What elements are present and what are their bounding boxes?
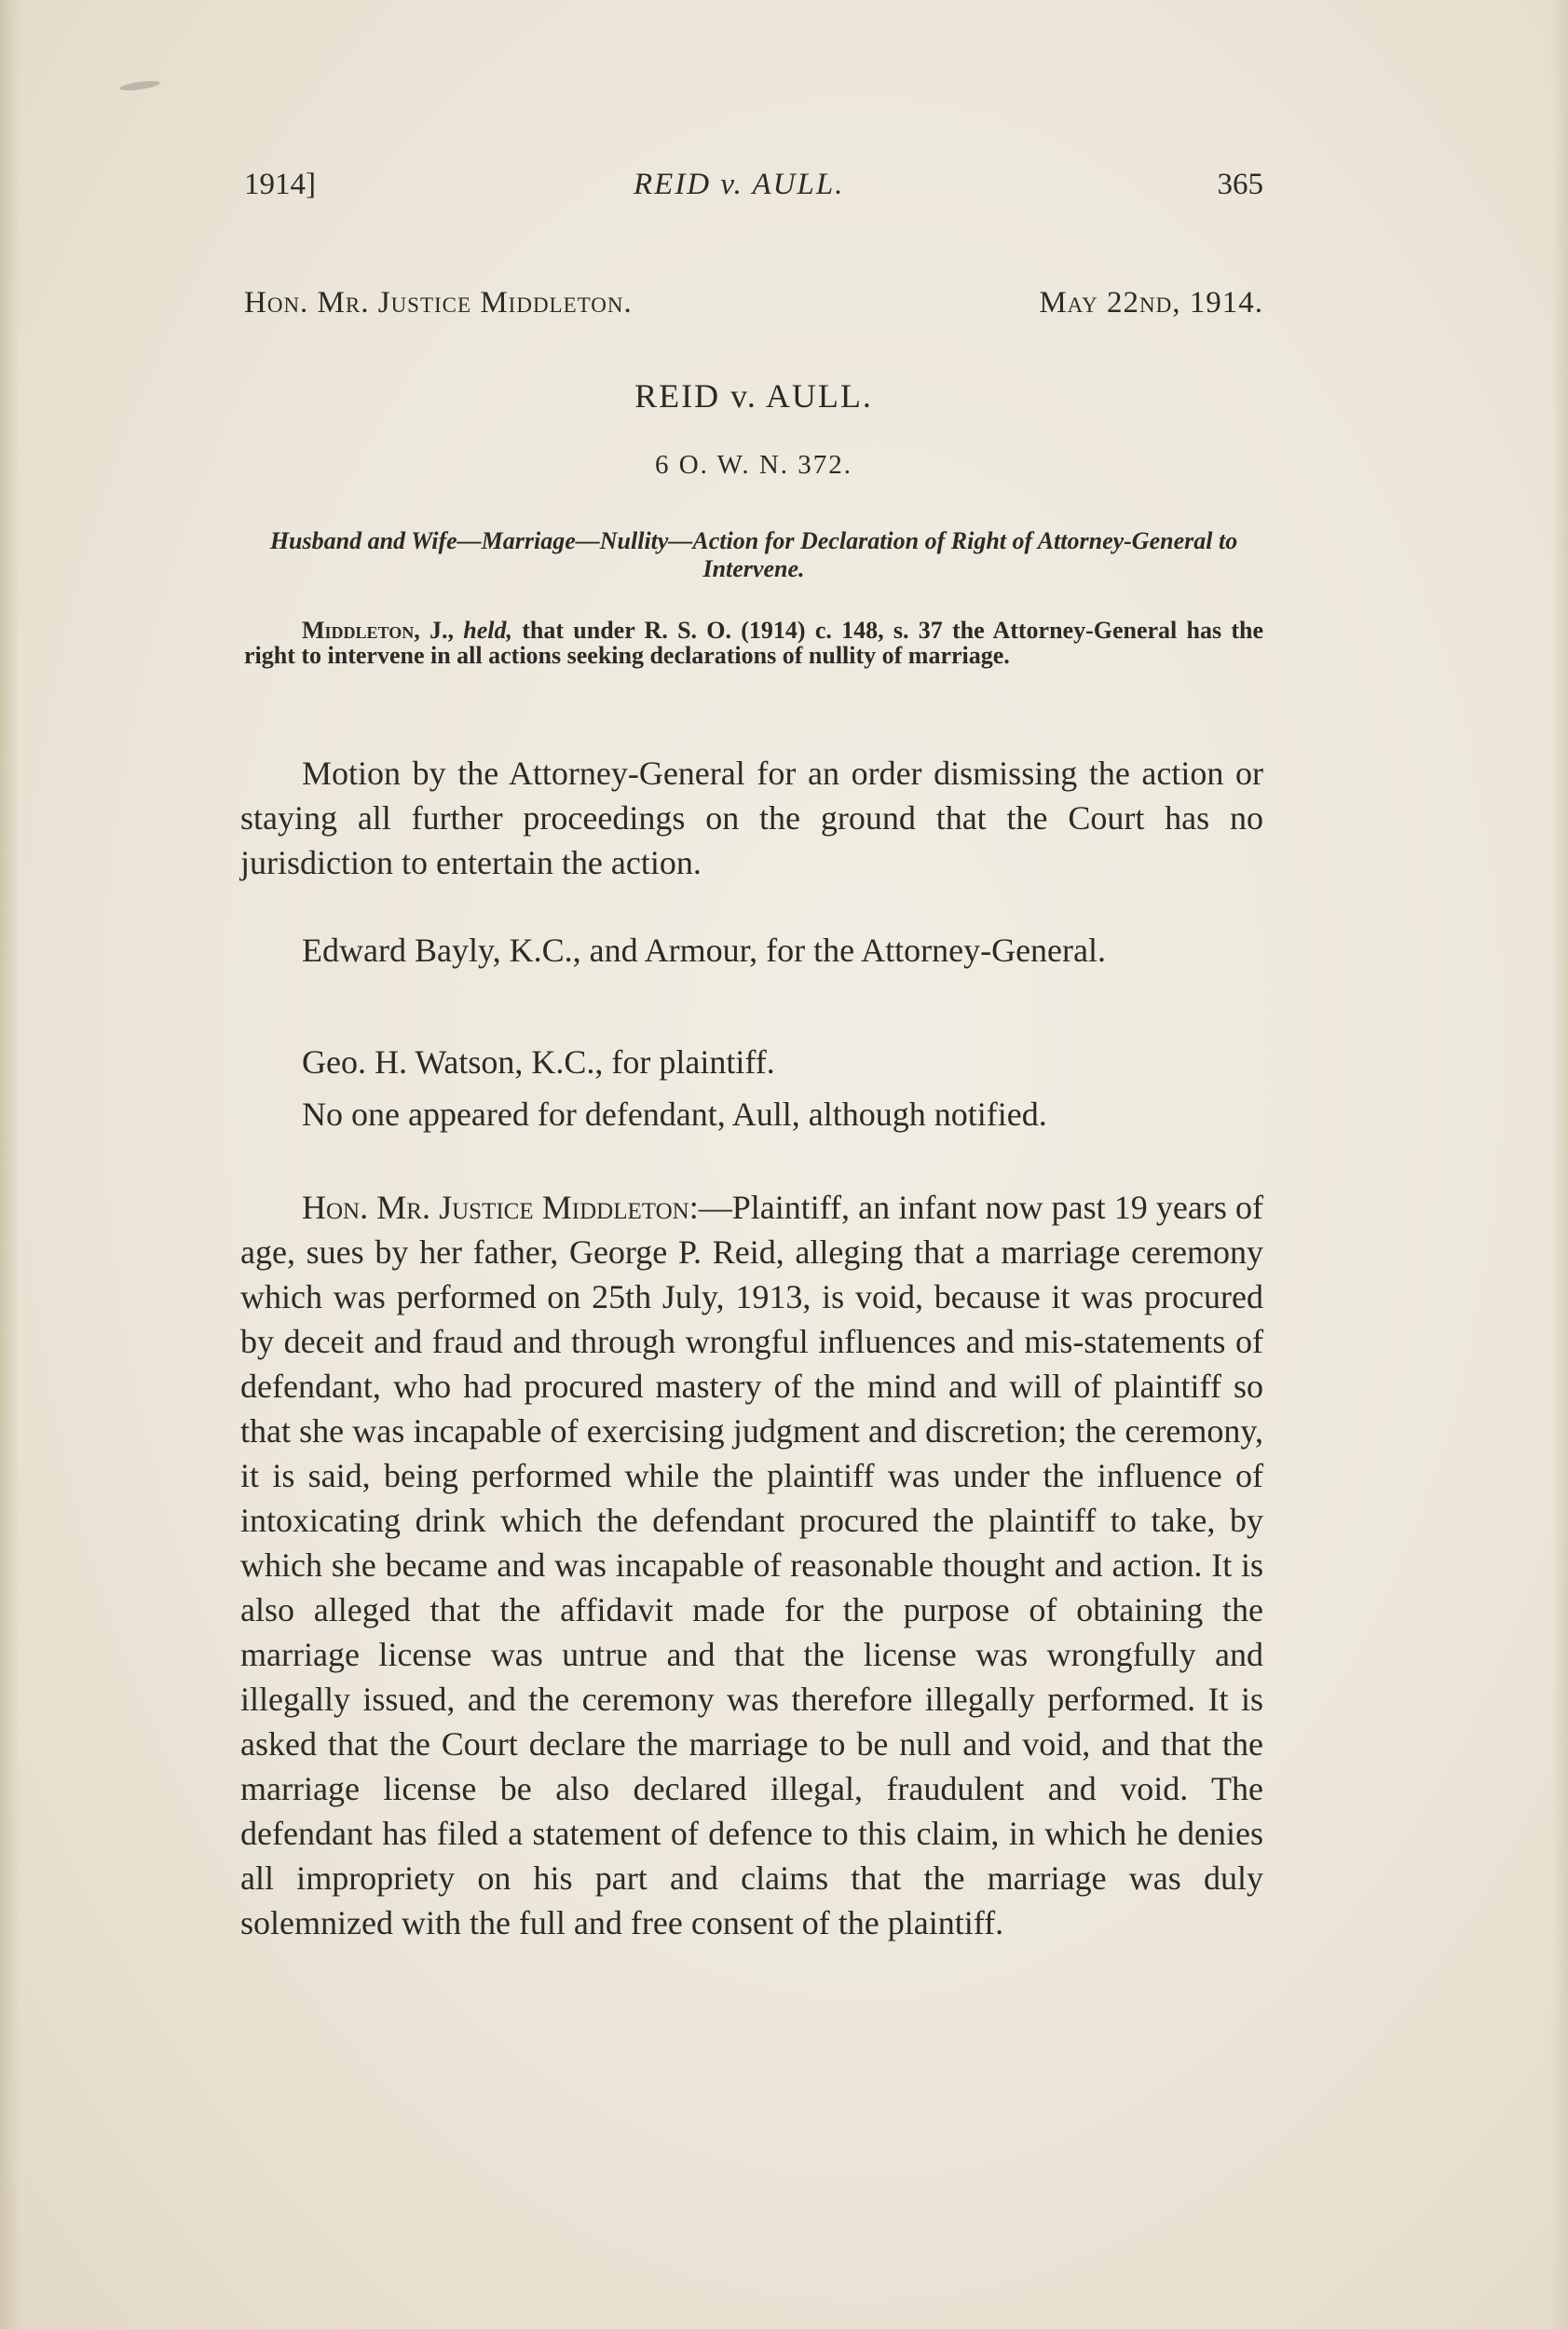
running-header <box>244 168 1263 209</box>
case-title: REID v. AULL. <box>634 377 873 415</box>
headnote-judge: Middleton, J., <box>302 617 454 644</box>
counsel-attorney-general: Edward Bayly, K.C., and Armour, for the Attorney-General. <box>302 932 1106 969</box>
judgment-paragraph <box>240 1185 1263 1945</box>
judgment-speaker: Hon. Mr. Justice Middleton <box>302 1189 689 1226</box>
motion-paragraph: Motion by the Attorney-General for an order dismissing the action or staying all further proceedings on the ground that the Court has no jurisdiction to entertain the action. <box>240 755 1263 881</box>
headnote-held-word: held, <box>463 617 512 644</box>
headnote-held-text: that under R. S. O. (1914) c. 148, s. 37 the Attorney-General has the right to intervene in all actions seeking declarations of nullity of marriage. <box>244 617 1264 669</box>
page-right-edge-shadow <box>1551 0 1568 2329</box>
headnote-held <box>244 618 1263 668</box>
headnote-subject: Husband and Wife—Marriage—Nullity—Action for Declaration of Right of Attorney-General to Intervene. <box>269 527 1238 582</box>
ink-speck <box>119 79 161 92</box>
case-citation: 6 O. W. N. 372. <box>654 450 853 480</box>
judgment-date: May 22nd, 1914. <box>1039 286 1263 320</box>
no-appearance-note: No one appeared for defendant, Aull, although notified. <box>302 1096 1047 1133</box>
header-year: 1914] <box>244 168 316 201</box>
judge-name: Hon. Mr. Justice Middleton. <box>244 286 633 320</box>
court-line <box>244 286 1263 327</box>
counsel-plaintiff: Geo. H. Watson, K.C., for plaintiff. <box>302 1043 775 1081</box>
page-left-edge-shadow <box>0 0 20 2329</box>
judgment-text: :—Plaintiff, an infant now past 19 years of age, sues by her father, George P. Reid, alleging that a marriage ceremony which was performed on 25th July, 1913, is void, because it was procured by deceit and fraud and through wrongful influences and mis-statements of defendant, who had procured mastery of the mind and will of plaintiff so that she was incapable of exercising judgment and discretion; the ceremony, it is said, being performed while the plaintiff was under the influence of intoxicating drink which the defendant procured the plaintiff to take, by which she became and was incapable of reasonable thought and action. It is also alleged that the affidavit made for the purpose of obtaining the marriage license was untrue and that the license was wrongfully and illegally issued, and the ceremony was therefore illegally performed. It is asked that the Court declare the marriage to be null and void, and that the marriage license be also declared illegal, fraudulent and void. The defendant has filed a statement of defence to this claim, in which he denies all impropriety on his part and claims that the marriage was duly solemnized with the full and free consent of the plaintiff. <box>240 1189 1263 1941</box>
header-page-number: 365 <box>1217 168 1263 201</box>
header-running-title: REID v. AULL. <box>634 168 845 201</box>
